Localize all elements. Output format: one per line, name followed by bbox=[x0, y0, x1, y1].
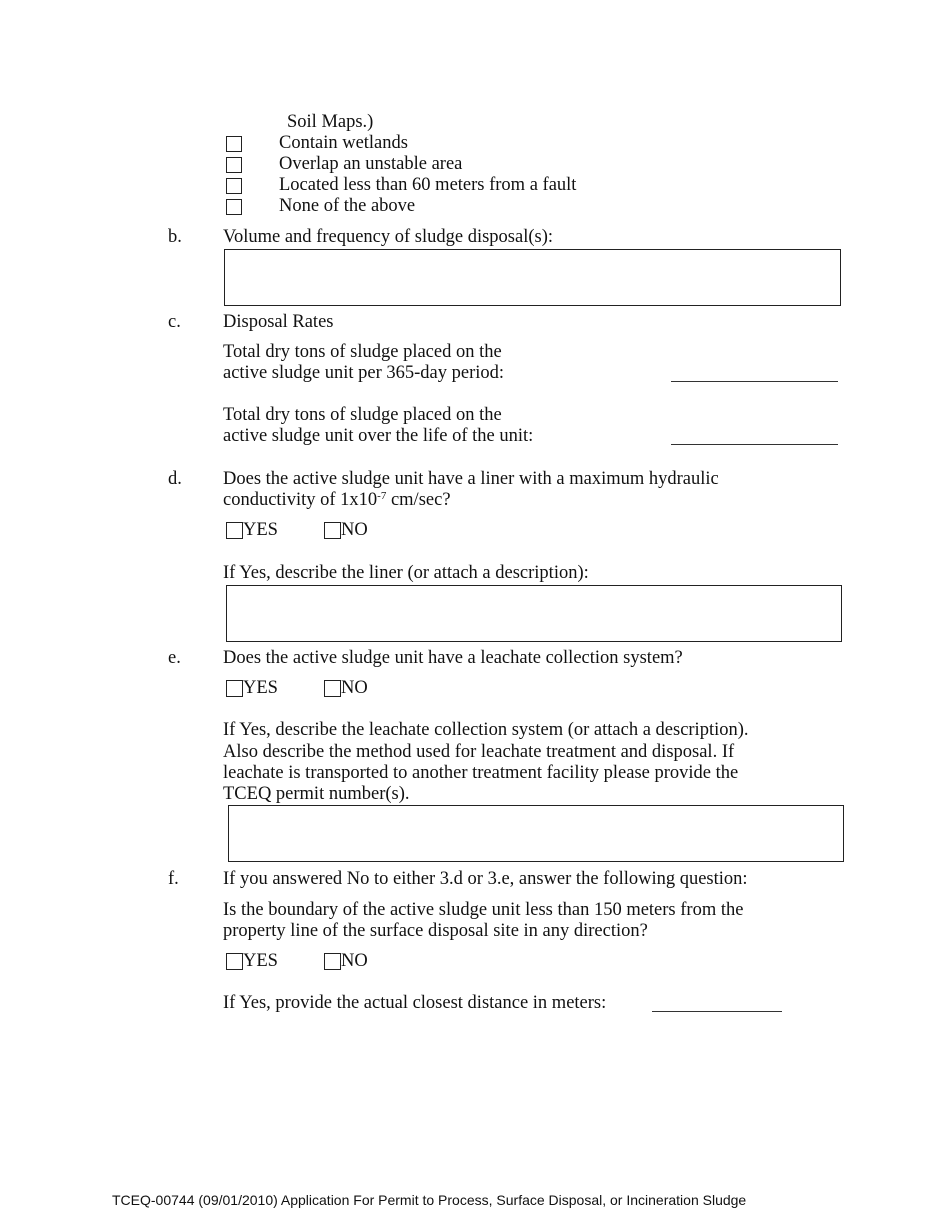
boundary-no-label: NO bbox=[341, 951, 368, 971]
unstable-area-checkbox[interactable] bbox=[226, 157, 242, 173]
leachate-yes-label: YES bbox=[243, 678, 278, 698]
fault-distance-label: Located less than 60 meters from a fault bbox=[279, 175, 577, 195]
leachate-yes-checkbox[interactable] bbox=[226, 680, 243, 697]
leachate-describe-line2: Also describe the method used for leachate treatment and disposal. If bbox=[223, 742, 735, 762]
liner-question-line1: Does the active sludge unit have a liner with a maximum hydraulic bbox=[223, 469, 719, 489]
section-f-intro: If you answered No to either 3.d or 3.e, answer the following question: bbox=[223, 869, 748, 889]
volume-frequency-textbox[interactable] bbox=[224, 249, 841, 306]
section-b-letter: b. bbox=[168, 227, 182, 247]
liner-question-line2 bbox=[223, 490, 451, 511]
boundary-question-line1: Is the boundary of the active sludge unit less than 150 meters from the bbox=[223, 900, 744, 920]
boundary-yes-checkbox[interactable] bbox=[226, 953, 243, 970]
liner-question-post: cm/sec? bbox=[386, 490, 451, 510]
leachate-describe-line1: If Yes, describe the leachate collection system (or attach a description). bbox=[223, 720, 749, 740]
liner-no-label: NO bbox=[341, 520, 368, 540]
annual-tons-label-line1: Total dry tons of sludge placed on the bbox=[223, 342, 502, 362]
leachate-description-textbox[interactable] bbox=[228, 805, 844, 862]
annual-tons-input-line[interactable] bbox=[671, 381, 838, 382]
leachate-describe-line4: TCEQ permit number(s). bbox=[223, 784, 410, 804]
section-b-label: Volume and frequency of sludge disposal(s): bbox=[223, 227, 554, 247]
boundary-yes-label: YES bbox=[243, 951, 278, 971]
soil-maps-continuation: Soil Maps.) bbox=[287, 112, 374, 132]
liner-question-pre: conductivity of 1x10 bbox=[223, 490, 378, 510]
liner-yes-checkbox[interactable] bbox=[226, 522, 243, 539]
lifetime-tons-label-line1: Total dry tons of sludge placed on the bbox=[223, 405, 502, 425]
liner-description-textbox[interactable] bbox=[226, 585, 842, 642]
leachate-describe-line3: leachate is transported to another treatment facility please provide the bbox=[223, 763, 739, 783]
none-of-above-label: None of the above bbox=[279, 196, 416, 216]
section-c-letter: c. bbox=[168, 312, 181, 332]
lifetime-tons-label-line2: active sludge unit over the life of the unit: bbox=[223, 426, 534, 446]
annual-tons-label-line2: active sludge unit per 365-day period: bbox=[223, 363, 505, 383]
distance-label: If Yes, provide the actual closest distance in meters: bbox=[223, 993, 607, 1013]
disposal-rates-title: Disposal Rates bbox=[223, 312, 334, 332]
leachate-no-label: NO bbox=[341, 678, 368, 698]
liner-no-checkbox[interactable] bbox=[324, 522, 341, 539]
section-f-letter: f. bbox=[168, 869, 179, 889]
wetlands-checkbox[interactable] bbox=[226, 136, 242, 152]
boundary-question-line2: property line of the surface disposal site in any direction? bbox=[223, 921, 648, 941]
form-footer: TCEQ-00744 (09/01/2010) Application For Permit to Process, Surface Disposal, or Incineration Sludge bbox=[112, 1192, 747, 1208]
none-of-above-checkbox[interactable] bbox=[226, 199, 242, 215]
boundary-no-checkbox[interactable] bbox=[324, 953, 341, 970]
lifetime-tons-input-line[interactable] bbox=[671, 444, 838, 445]
distance-input-line[interactable] bbox=[652, 1011, 782, 1012]
leachate-no-checkbox[interactable] bbox=[324, 680, 341, 697]
liner-yes-label: YES bbox=[243, 520, 278, 540]
unstable-area-label: Overlap an unstable area bbox=[279, 154, 463, 174]
leachate-question: Does the active sludge unit have a leachate collection system? bbox=[223, 648, 683, 668]
wetlands-label: Contain wetlands bbox=[279, 133, 408, 153]
fault-distance-checkbox[interactable] bbox=[226, 178, 242, 194]
section-e-letter: e. bbox=[168, 648, 181, 668]
liner-describe-label: If Yes, describe the liner (or attach a description): bbox=[223, 563, 589, 583]
liner-question-exponent: -7 bbox=[377, 490, 387, 502]
section-d-letter: d. bbox=[168, 469, 182, 489]
